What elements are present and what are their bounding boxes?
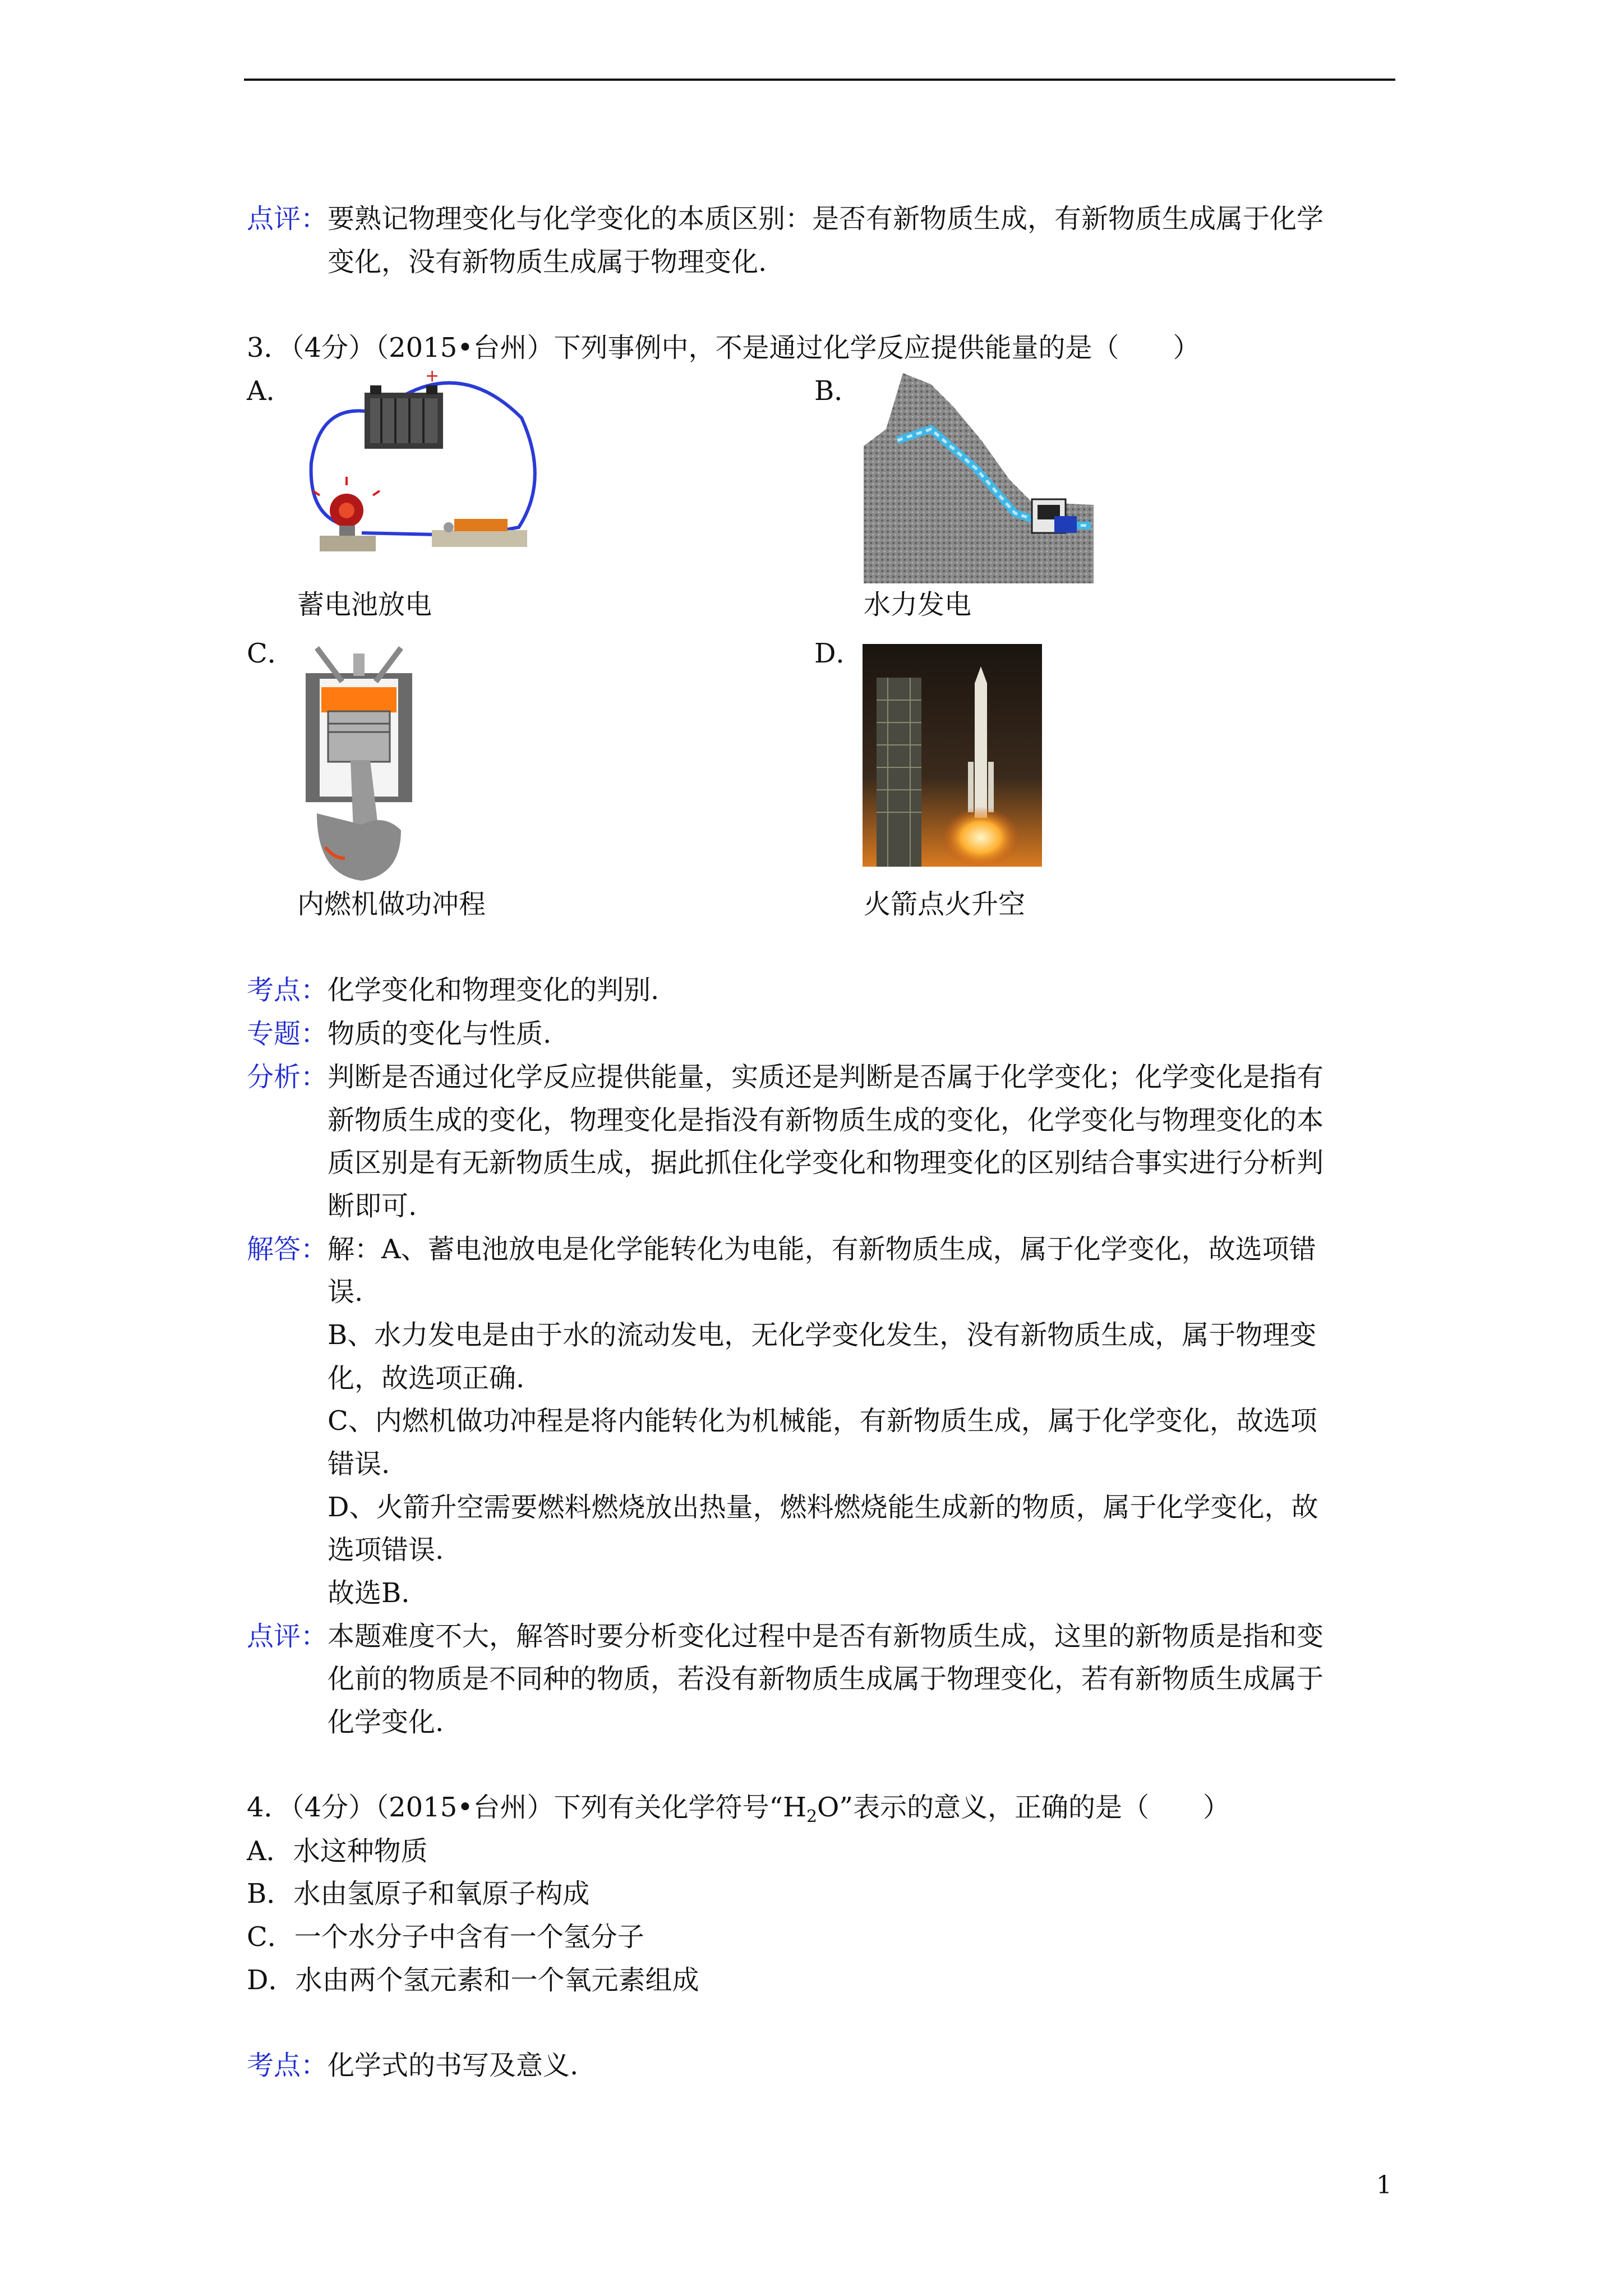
q3-fenxi-line4: 断即可.	[328, 1190, 417, 1222]
q3-jieda-line8: 选项错误.	[328, 1534, 444, 1566]
q3-jieda-line9: 故选B.	[328, 1577, 410, 1609]
q3-option-c-caption: 内燃机做功冲程	[297, 889, 486, 920]
q3-kaodian: 考点：化学变化和物理变化的判别.	[247, 974, 660, 1006]
q3-fenxi-line2: 新物质生成的变化，物理变化是指没有新物质生成的变化，化学变化与物理变化的本	[328, 1105, 1324, 1136]
q3-jieda-line4: 化，故选项正确.	[328, 1363, 525, 1394]
review-prev-line2: 变化，没有新物质生成属于物理变化.	[328, 246, 767, 278]
q3-option-a-letter: A．	[247, 375, 293, 407]
q3-option-b-letter: B．	[814, 375, 861, 407]
q3-jieda-line7: D、火箭升空需要燃料燃烧放出热量，燃料燃烧能生成新的物质，属于化学变化，故	[328, 1492, 1318, 1523]
review-prev-line1: 点评：要熟记物理变化与化学变化的本质区别：是否有新物质生成，有新物质生成属于化学	[247, 203, 1324, 234]
q3-option-c-letter: C．	[247, 638, 294, 669]
q3-fenxi-line3: 质区别是有无新物质生成，据此抓住化学变化和物理变化的区别结合事实进行分析判	[328, 1147, 1324, 1179]
q3-dianping-line2: 化前的物质是不同种的物质，若没有新物质生成属于物理变化，若有新物质生成属于	[328, 1663, 1324, 1695]
q3-stem: 3．（4分）（2015•台州）下列事例中，不是通过化学反应提供能量的是（ ）	[247, 332, 1200, 364]
q3-option-a-caption: 蓄电池放电	[297, 589, 432, 620]
q3-option-d-caption: 火箭点火升空	[864, 889, 1026, 920]
page-number: 1	[1376, 2171, 1392, 2200]
engine-piston-figure	[294, 645, 423, 886]
battery-circuit-figure	[297, 345, 555, 567]
q3-jieda-line1: 解答：解：A、蓄电池放电是化学能转化为电能，有新物质生成，属于化学变化，故选项错	[247, 1234, 1316, 1265]
q3-zhuanti: 专题：物质的变化与性质.	[247, 1018, 552, 1050]
q3-dianping-line3: 化学变化.	[328, 1706, 444, 1738]
q3-option-b-caption: 水力发电	[864, 589, 972, 620]
q4-option-d: D．水由两个氢元素和一个氧元素组成	[247, 1964, 699, 1996]
q3-jieda-line3: B、水力发电是由于水的流动发电，无化学变化发生，没有新物质生成，属于物理变	[328, 1319, 1317, 1351]
review-label: 点评：	[247, 203, 328, 234]
q3-option-d-letter: D．	[814, 638, 863, 669]
q3-jieda-line2: 误.	[328, 1276, 363, 1308]
q3-jieda-line5: C、内燃机做功冲程是将内能转化为机械能，有新物质生成，属于化学变化，故选项	[328, 1405, 1317, 1437]
q4-stem: 4．（4分）（2015•台州）下列有关化学符号“$H_2O$”表示的意义，正确的是（ ）	[247, 1792, 1230, 1826]
q4-option-a: A．水这种物质	[247, 1835, 428, 1867]
rocket-launch-figure	[863, 644, 1042, 867]
svg-text:+: +	[425, 366, 440, 386]
header-rule	[244, 79, 1395, 81]
q3-fenxi-line1: 分析：判断是否通过化学反应提供能量，实质还是判断是否属于化学变化；化学变化是指有	[247, 1061, 1324, 1093]
q3-jieda-line6: 错误.	[328, 1448, 390, 1480]
q3-dianping-line1: 点评：本题难度不大，解答时要分析变化过程中是否有新物质生成，这里的新物质是指和变	[247, 1621, 1324, 1652]
hydropower-dam-figure	[864, 373, 1094, 583]
q4-option-c: C．一个水分子中含有一个氢分子	[247, 1921, 644, 1953]
q4-kaodian: 考点：化学式的书写及意义.	[247, 2050, 579, 2081]
q4-option-b: B．水由氢原子和氧原子构成	[247, 1878, 590, 1910]
